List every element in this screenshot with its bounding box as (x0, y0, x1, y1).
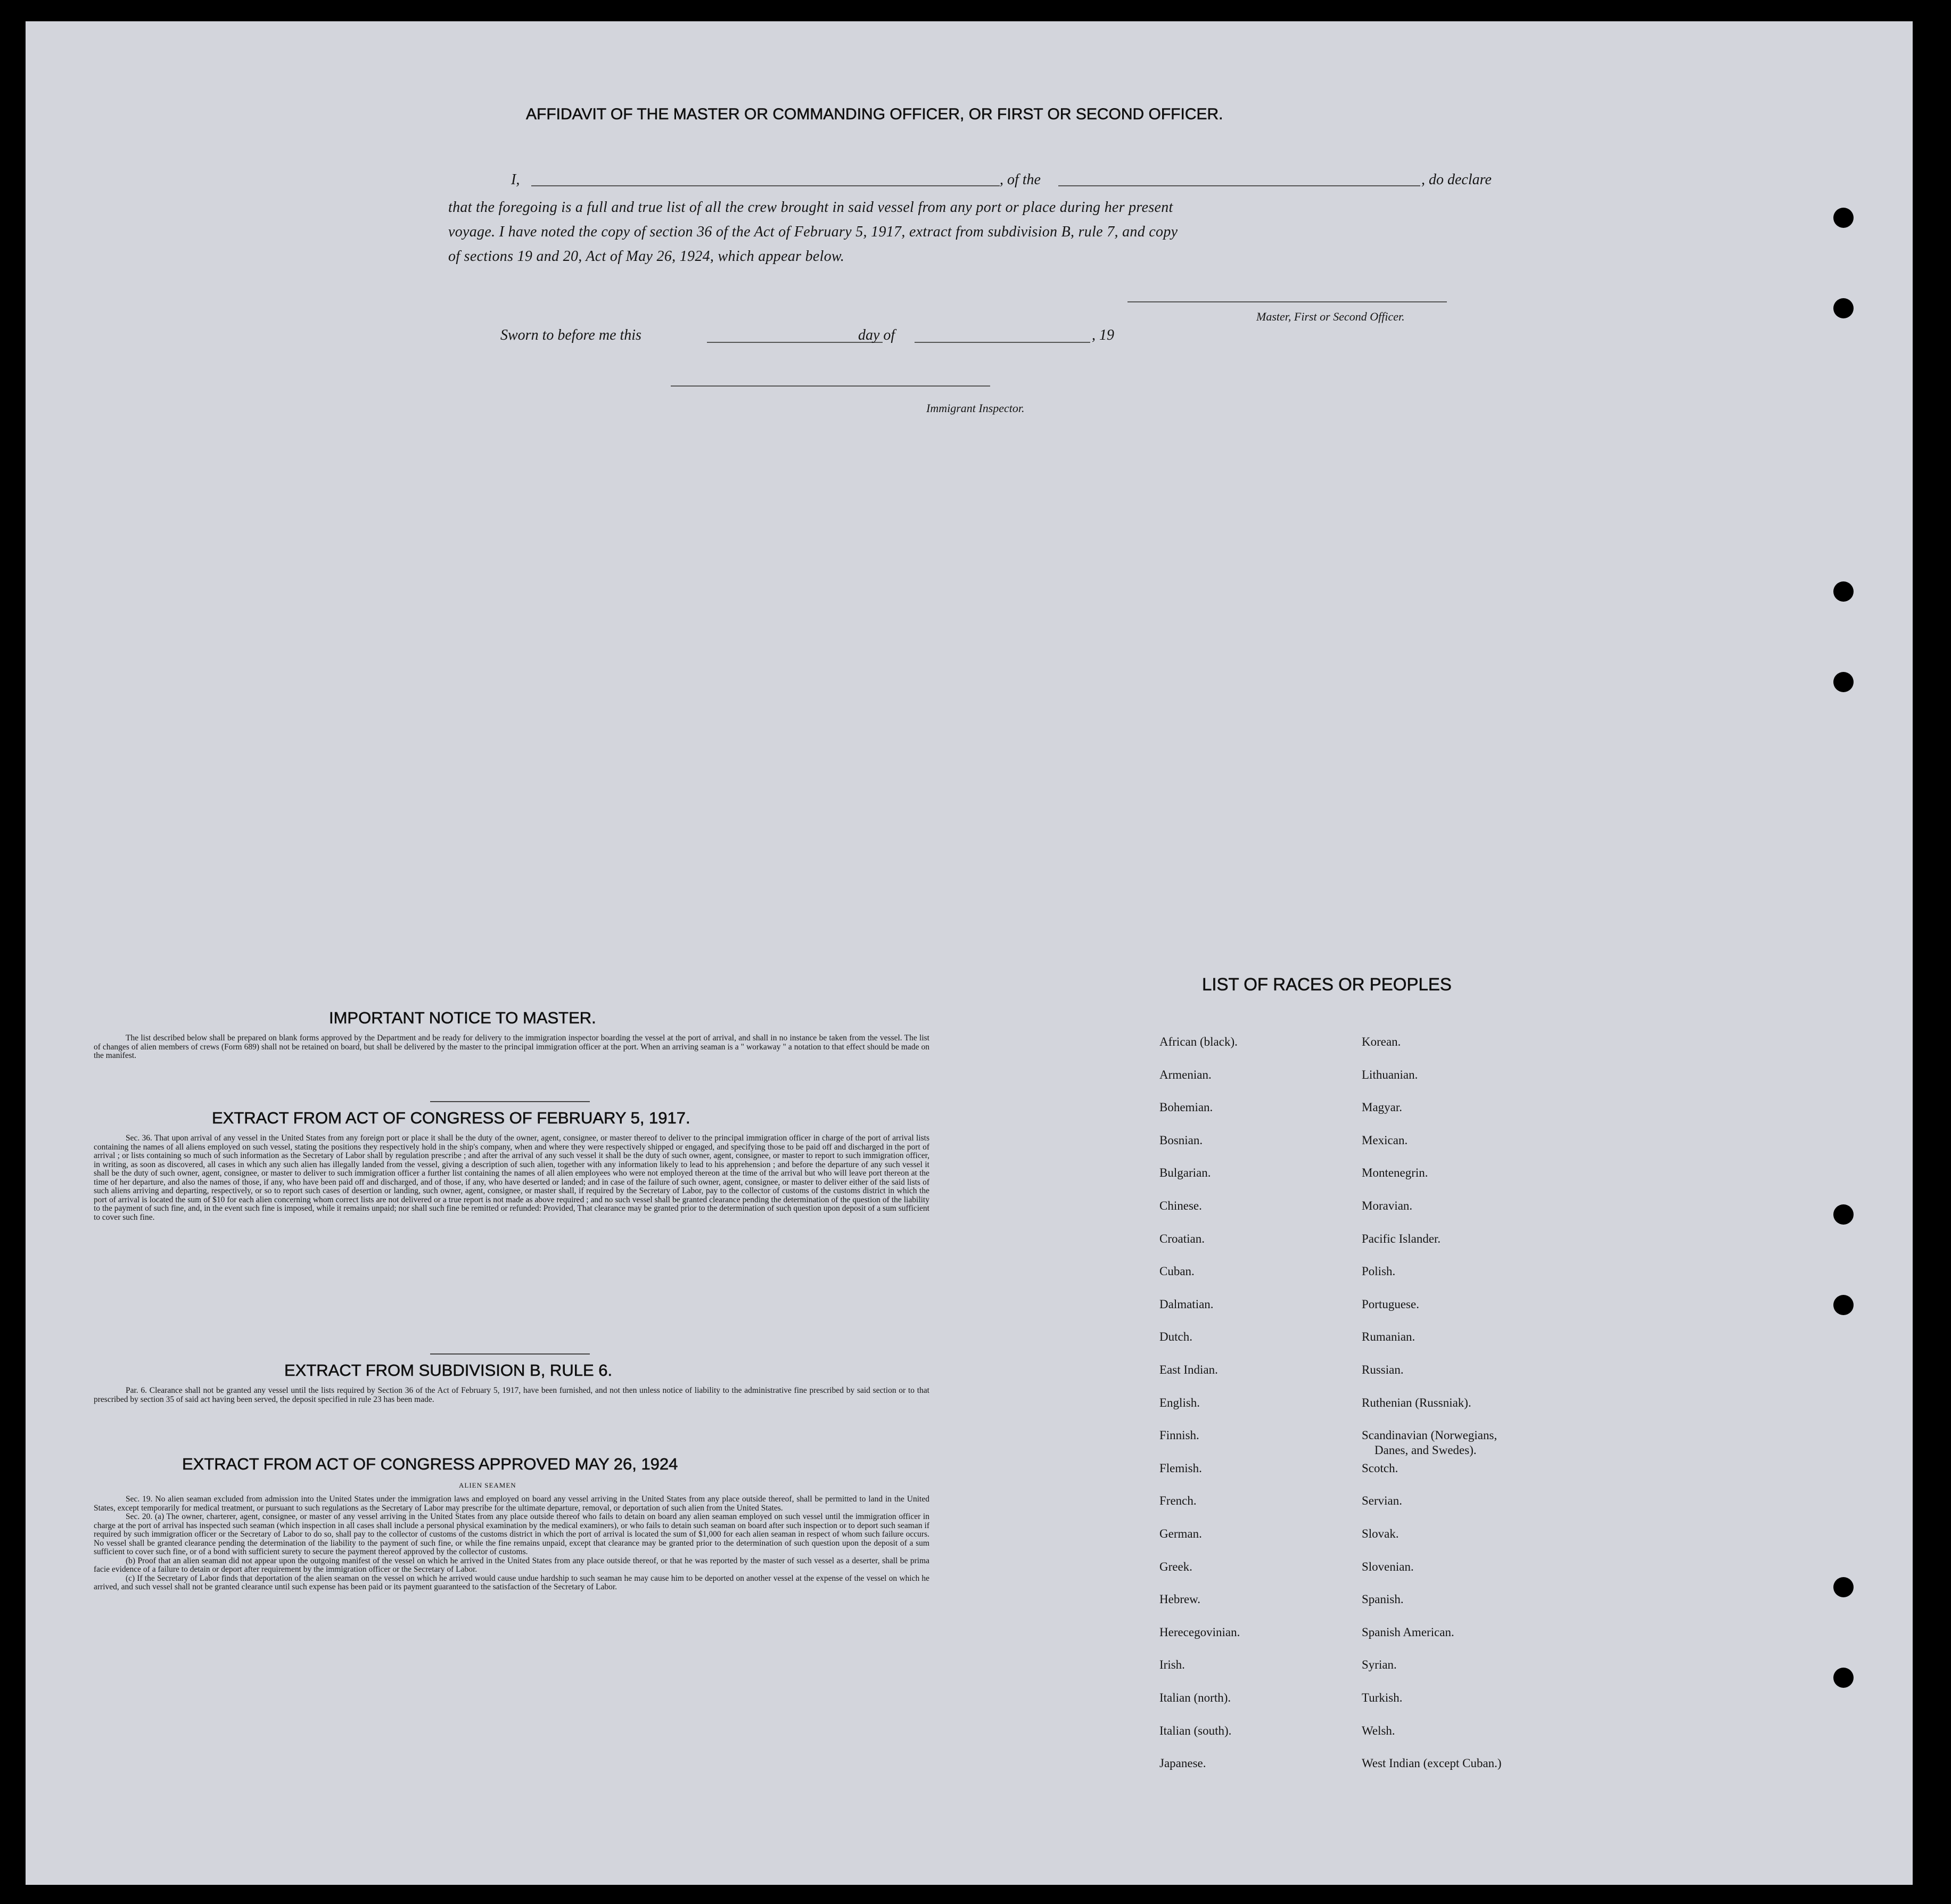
punch-hole (1833, 1204, 1854, 1225)
notice-body (94, 1034, 929, 1061)
race-item: Turkish. (1362, 1691, 1403, 1704)
extract-1917-body (94, 1134, 929, 1222)
races-title: LIST OF RACES OR PEOPLES (1202, 974, 1452, 994)
sworn-label: Sworn to before me this (500, 327, 641, 343)
race-item: Slovak. (1362, 1527, 1399, 1540)
race-item: Armenian. (1159, 1068, 1212, 1081)
master-signature-field[interactable] (1127, 301, 1447, 302)
affidavit-declare-label: , do declare (1421, 171, 1492, 188)
affidavit-line-2: voyage. I have noted the copy of section 36 of the Act of February 5, 1917, extract from subdivision B, rule 7, and copy (448, 224, 1178, 240)
rule6-body (94, 1386, 929, 1404)
divider (430, 1353, 590, 1355)
vessel-name-field[interactable] (1058, 185, 1420, 186)
divider (430, 1101, 590, 1102)
race-item: Korean. (1362, 1035, 1401, 1048)
affidavit-title: AFFIDAVIT OF THE MASTER OR COMMANDING OFFICER, OR FIRST OR SECOND OFFICER. (526, 105, 1223, 123)
race-item: Russian. (1362, 1363, 1404, 1376)
race-item: Spanish. (1362, 1593, 1404, 1606)
race-item: African (black). (1159, 1035, 1238, 1048)
race-item: Mexican. (1362, 1133, 1408, 1147)
inspector-signature-field[interactable] (671, 385, 990, 387)
race-item: Welsh. (1362, 1724, 1395, 1737)
punch-hole (1833, 672, 1854, 692)
race-item: Moravian. (1362, 1199, 1413, 1212)
punch-hole (1833, 581, 1854, 602)
race-item: German. (1159, 1527, 1202, 1540)
declarant-name-field[interactable] (531, 185, 1000, 186)
extract-1917-title: EXTRACT FROM ACT OF CONGRESS OF FEBRUARY 5, 1917. (212, 1109, 690, 1127)
race-item: Chinese. (1159, 1199, 1202, 1212)
race-item: Lithuanian. (1362, 1068, 1418, 1081)
sec20b-text: (b) Proof that an alien seaman did not appear upon the outgoing manifest of the vessel on which he arrived in the United States from any place outside thereof, or that he was reported by the master of such vessel as a deserter, shall be prima facie evidence of a failure to detain or deport after requirement by the immigration officer or the Secretary of Labor. (94, 1556, 929, 1574)
extract-1924-title: EXTRACT FROM ACT OF CONGRESS APPROVED MAY 26, 1924 (182, 1455, 678, 1473)
affidavit-line-1: that the foregoing is a full and true list of all the crew brought in said vessel from any port or place during her present (448, 199, 1173, 216)
race-item: Slovenian. (1362, 1560, 1414, 1573)
race-item: Croatian. (1159, 1232, 1205, 1245)
race-item: Greek. (1159, 1560, 1192, 1573)
race-item: Polish. (1362, 1265, 1396, 1278)
punch-hole (1833, 298, 1854, 318)
document-sheet (26, 21, 1913, 1885)
race-item: Ruthenian (Russniak). (1362, 1396, 1471, 1409)
master-signature-label: Master, First or Second Officer. (1256, 310, 1405, 323)
race-item: Japanese. (1159, 1757, 1206, 1770)
race-item: Portuguese. (1362, 1297, 1419, 1311)
day-of-label: day of (858, 327, 895, 343)
punch-hole (1833, 208, 1854, 228)
race-item: Cuban. (1159, 1265, 1195, 1278)
race-item: West Indian (except Cuban.) (1362, 1757, 1502, 1770)
race-item: Dalmatian. (1159, 1297, 1214, 1311)
sec20a-text: Sec. 20. (a) The owner, charterer, agent, consignee, or master of any vessel arriving in the United States from any place outside thereof who fails to detain on board any alien seaman employed on such vessel until the immigration officer in charge at the port of arrival has inspected such seaman (which inspection in all cases shall include a personal physical examination by the medical examiners), or who fails to detain such seaman on board after such inspection or to deport such seaman if required by such immigration officer or the Secretary of Labor to do so, shall pay to the collector of customs of the customs district in which the port of arrival is located the sum of $1,000 for each alien seaman in respect of whom such failure occurs. No vessel shall be granted clearance pending the determination of the liability to the payment of such fine, or while the fine remains unpaid, except that clearance may be granted prior to the determination of such question upon the deposit of a sum sufficient to cover such fine, or of a bond with sufficient surety to secure the payment thereof approved by the collector of customs. (94, 1512, 929, 1556)
race-item: Italian (north). (1159, 1691, 1231, 1704)
bleed-through (324, 53, 1867, 745)
race-item: Servian. (1362, 1494, 1403, 1508)
punch-hole (1833, 1577, 1854, 1597)
race-item: Flemish. (1159, 1461, 1202, 1475)
extract-1924-subtitle: ALIEN SEAMEN (459, 1481, 516, 1489)
rule6-title: EXTRACT FROM SUBDIVISION B, RULE 6. (284, 1361, 613, 1380)
race-item: Scotch. (1362, 1461, 1398, 1475)
affidavit-i-label: I, (511, 171, 520, 188)
rule6-text: Par. 6. Clearance shall not be granted any vessel until the lists required by Section 36 of the Act of February 5, 1917, have been furnished, and not then unless notice of liability to the administrative fine prescribed by said section or to that prescribed by section 35 of said act having been served, the deposit specified in rule 23 has been made. (94, 1386, 929, 1404)
extract-1917-text: Sec. 36. That upon arrival of any vessel in the United States from any foreign port or place it shall be the duty of the owner, agent, consignee, or master thereof to deliver to the principal immigration officer in charge of the port of arrival lists containing the names of all aliens employed on such vessel, stating the positions they respectively hold in the ship's company, when and where they were respectively shipped or engaged, and specifying those to be paid off and discharged in the port of arrival ; or lists containing so much of such information as the Secretary of Labor shall by regulation prescribe ; and after the arrival of any such vessel it shall be the duty of such owner, agent, consignee, or master to report to such immigration officer, in writing, as soon as discovered, all cases in which any such alien has illegally landed from the vessel, giving a description of such alien, together with any information likely to lead to his apprehension ; and before the departure of any such vessel it shall be the duty of such owner, agent, consignee, or master to deliver to such immigration officer a further list containing the names of all alien employees who were not employed thereon at the time of the arrival but who will leave port thereon at the time of her departure, and also the names of those, if any, who have been paid off and discharged, and of those, if any, who have deserted or landed; and in case of the failure of such owner, agent, consignee, or master to deliver either of the said lists of such aliens arriving and departing, respectively, or so to report such cases of desertion or landing, such owner, agent, consignee, or master shall, if required by the Secretary of Labor, pay to the collector of customs of the customs district in which the port of arrival is located the sum of $10 for each alien concerning whom correct lists are not delivered or a true report is not made as above required ; and no such vessel shall be granted clearance pending the determination of the question of the liability to the payment of such fine, and, in the event such fine is imposed, while it remains unpaid; nor shall such fine be remitted or refunded: Provided, That clearance may be granted prior to the determination of such question upon deposit of a sum sufficient to cover such fine. (94, 1134, 929, 1222)
affidavit-of-the-label: , of the (1000, 171, 1041, 188)
race-item: Bulgarian. (1159, 1166, 1211, 1180)
race-item: Danes, and Swedes). (1374, 1443, 1477, 1457)
race-item: Finnish. (1159, 1429, 1199, 1442)
race-item: Scandinavian (Norwegians, (1362, 1429, 1497, 1442)
race-item: Syrian. (1362, 1658, 1397, 1672)
punch-hole (1833, 1668, 1854, 1688)
affidavit-line-3: of sections 19 and 20, Act of May 26, 1924, which appear below. (448, 248, 845, 265)
race-item: Bohemian. (1159, 1101, 1213, 1114)
year-label: , 19 (1092, 327, 1114, 343)
race-item: Spanish American. (1362, 1625, 1454, 1639)
notice-body-text: The list described below shall be prepared on blank forms approved by the Department and be ready for delivery to the immigration inspector boarding the vessel at the port of arrival, and shall in no instance be taken from the vessel. The list of changes of alien members of crews (Form 689) shall not be retained on board, but shall be delivered by the master to the principal immigration officer at the port. When an arriving seaman is a " workaway " a notation to that effect should be made on the manifest. (94, 1033, 929, 1060)
race-item: French. (1159, 1494, 1197, 1508)
sec19-text: Sec. 19. No alien seaman excluded from admission into the United States under the immigration laws and employed on board any vessel arriving in the United States from any place outside thereof, shall be permitted to land in the United States, except temporarily for medical treatment, or pursuant to such regulations as the Secretary of Labor may prescribe for the ultimate departure, removal, or deportation of such alien from the United States. (94, 1495, 929, 1513)
race-item: East Indian. (1159, 1363, 1218, 1376)
inspector-label: Immigrant Inspector. (926, 401, 1025, 415)
race-item: Hebrew. (1159, 1593, 1201, 1606)
punch-hole (1833, 1295, 1854, 1315)
race-item: Herecegovinian. (1159, 1625, 1240, 1639)
race-item: Dutch. (1159, 1330, 1192, 1344)
extract-1924-body (94, 1495, 929, 1592)
race-item: Italian (south). (1159, 1724, 1232, 1737)
sworn-day-field[interactable] (707, 342, 883, 343)
race-item: Pacific Islander. (1362, 1232, 1441, 1245)
race-item: Magyar. (1362, 1101, 1403, 1114)
race-item: Bosnian. (1159, 1133, 1203, 1147)
notice-title: IMPORTANT NOTICE TO MASTER. (329, 1008, 596, 1027)
race-item: Montenegrin. (1362, 1166, 1428, 1180)
race-item: English. (1159, 1396, 1200, 1409)
sworn-month-field[interactable] (915, 342, 1090, 343)
race-item: Rumanian. (1362, 1330, 1415, 1344)
sec20c-text: (c) If the Secretary of Labor finds that deportation of the alien seaman on the vessel on which he arrived would cause undue hardship to such seaman he may cause him to be deported on another vessel at the expense of the vessel on which he arrived, and such vessel shall not be granted clearance until such expense has been paid or its payment guaranteed to the satisfaction of the Secretary of Labor. (94, 1573, 929, 1591)
race-item: Irish. (1159, 1658, 1185, 1672)
